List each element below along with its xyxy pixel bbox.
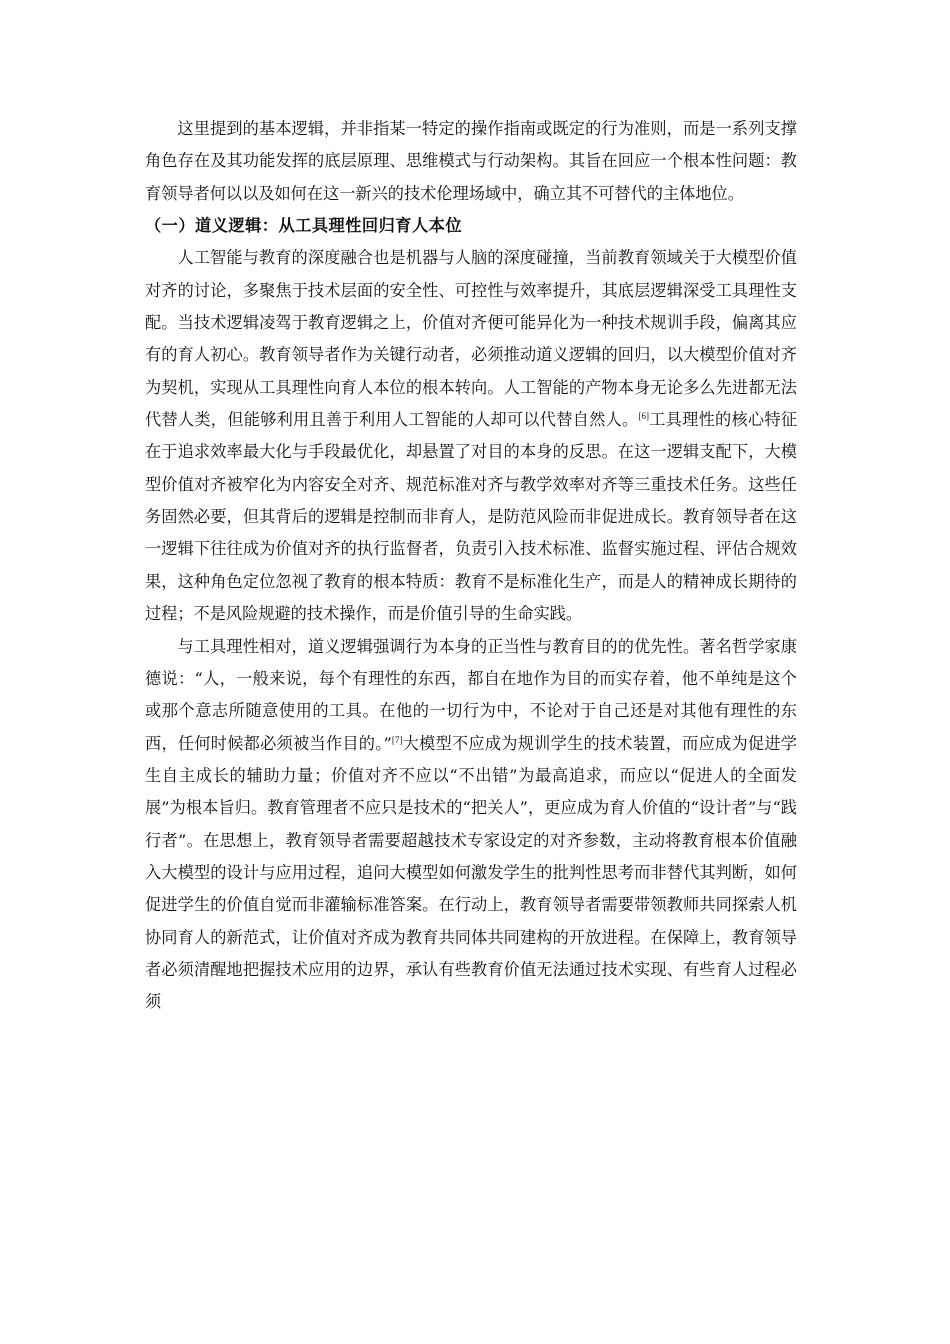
body-paragraph-instrumental-rationality	[145, 242, 797, 630]
body-paragraph-moral-logic	[145, 631, 797, 1019]
citation-marker: [7]	[391, 734, 403, 745]
paragraph-text: 人工智能与教育的深度融合也是机器与人脑的深度碰撞，当前教育领域关于大模型价值对齐的讨论，多聚焦于技术层面的安全性、可控性与效率提升，其底层逻辑深受工具理性支配。当技术逻辑凌驾于教育逻辑之上，价值对齐便可能异化为一种技术规训手段，偏离其应有的育人初心。教育领导者作为关键行动者，必须推动道义逻辑的回归，以大模型价值对齐为契机，实现从工具理性向育人本位的根本转向。人工智能的产物本身无论多么先进都无法代替人类，但能够利用且善于利用人工智能的人却可以代替自然人。	[145, 248, 797, 430]
paragraph-text: 大模型不应成为规训学生的技术装置，而应成为促进学生自主成长的辅助力量；价值对齐不应以“不出错”为最高追求，而应以“促进人的全面发展”为根本旨归。教育管理者不应只是技术的“把关人”，更应成为育人价值的“设计者”与“践行者”。在思想上，教育领导者需要超越技术专家设定的对齐参数，主动将教育根本价值融入大模型的设计与应用过程，追问大模型如何激发学生的批判性思考而非替代其判断，如何促进学生的价值自觉而非灌输标准答案。在行动上，教育领导者需要带领教师共同探索人机协同育人的新范式，让价值对齐成为教育共同体共同建构的开放进程。在保障上，教育领导者必须清醒地把握技术应用的边界，承认有些教育价值无法通过技术实现、有些育人过程必须	[145, 733, 797, 1012]
paragraph-text: 与工具理性相对，道义逻辑强调行为本身的正当性与教育目的的优先性。著名哲学家康德说：“人，一般来说，每个有理性的东西，都自在地作为目的而实存着，他不单纯是这个或那个意志所随意使用的工具。在他的一切行为中，不论对于自己还是对其他有理性的东西，任何时候都必须被当作目的。”	[145, 636, 797, 753]
section-heading: （一）道义逻辑：从工具理性回归育人本位	[145, 216, 463, 236]
citation-marker: [6]	[638, 411, 649, 422]
document-page	[145, 113, 797, 1019]
intro-paragraph: 这里提到的基本逻辑，并非指某一特定的操作指南或既定的行为准则，而是一系列支撑角色存在及其功能发挥的底层原理、思维模式与行动架构。其旨在回应一个根本性问题：教育领导者何以以及如何在这一新兴的技术伦理场域中，确立其不可替代的主体地位。	[145, 119, 797, 203]
paragraph-text: 工具理性的核心特征在于追求效率最大化与手段最优化，却悬置了对目的本身的反思。在这一逻辑支配下，大模型价值对齐被窄化为内容安全对齐、规范标准对齐与教学效率对齐等三重技术任务。这些任务固然必要，但其背后的逻辑是控制而非育人，是防范风险而非促进成长。教育领导者在这一逻辑下往往成为价值对齐的执行监督者，负责引入技术标准、监督实施过程、评估合规效果，这种角色定位忽视了教育的根本特质：教育不是标准化生产，而是人的精神成长期待的过程；不是风险规避的技术操作，而是价值引导的生命实践。	[145, 410, 798, 624]
